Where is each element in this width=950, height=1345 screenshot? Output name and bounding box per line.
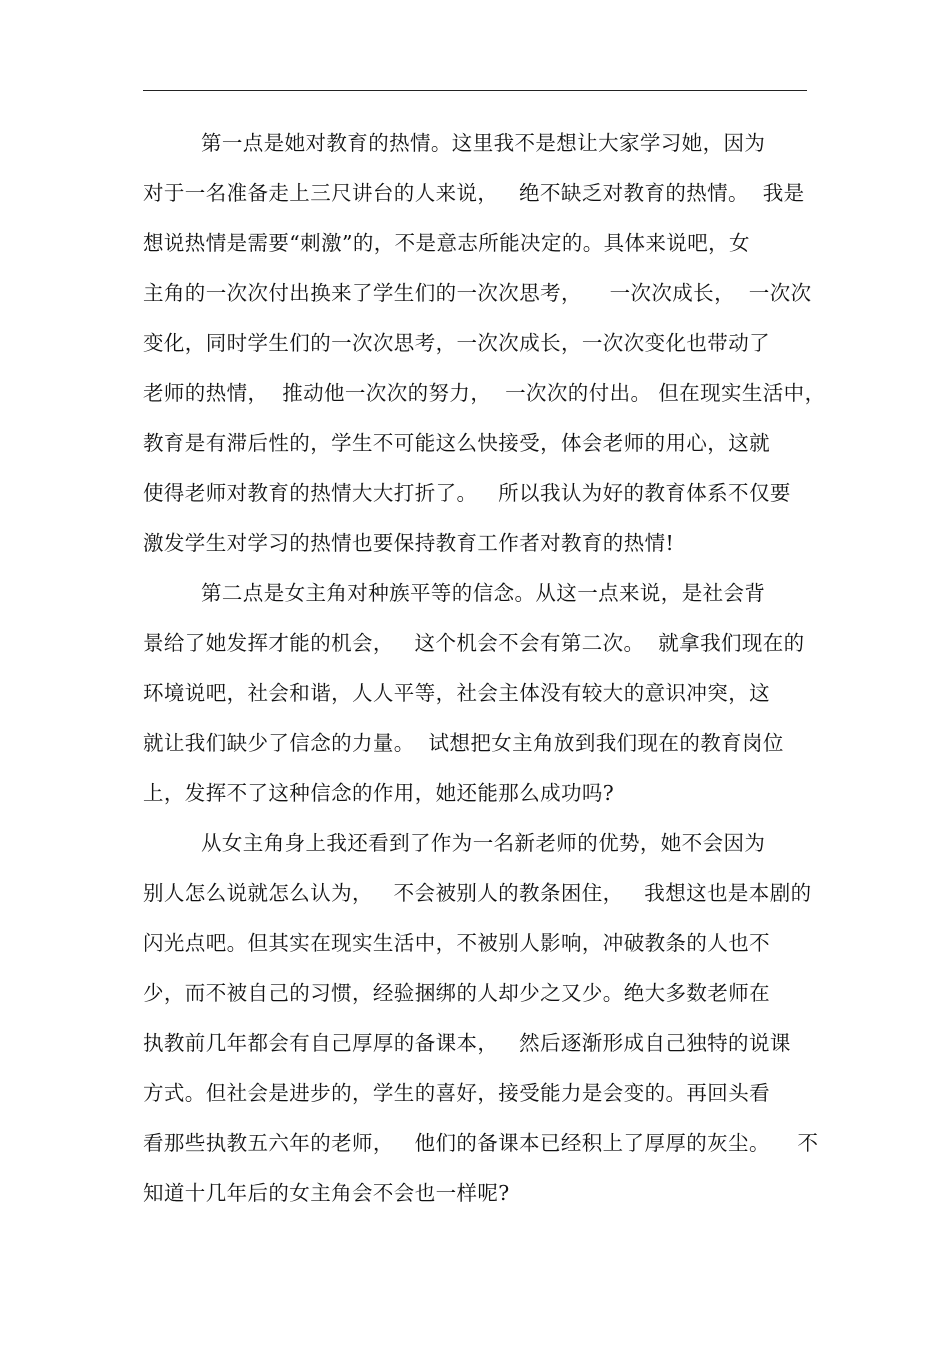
text-line: 教育是有滞后性的，学生不可能这么快接受，体会老师的用心，这就 [143, 431, 770, 455]
text-line: 执教前几年都会有自己厚厚的备课本， 然后逐渐形成自己独特的说课 [143, 1031, 791, 1055]
text-line: 第二点是女主角对种族平等的信念。从这一点来说，是社会背 [201, 581, 766, 605]
text-line: 想说热情是需要“刺激”的，不是意志所能决定的。具体来说吧，女 [143, 231, 750, 255]
text-line: 知道十几年后的女主角会不会也一样呢? [143, 1181, 510, 1205]
text-line: 老师的热情， 推动他一次次的努力， 一次次的付出。 但在现实生活中， [143, 381, 826, 405]
text-line: 变化，同时学生们的一次次思考，一次次成长，一次次变化也带动了 [143, 331, 770, 355]
document-body [143, 118, 826, 1218]
text-line: 上，发挥不了这种信念的作用，她还能那么成功吗? [143, 781, 615, 805]
text-line: 从女主角身上我还看到了作为一名新老师的优势，她不会因为 [201, 831, 766, 855]
text-line: 第一点是她对教育的热情。这里我不是想让大家学习她，因为 [201, 131, 766, 155]
text-line: 别人怎么说就怎么认为， 不会被别人的教条困住， 我想这也是本剧的 [143, 881, 812, 905]
text-line: 环境说吧，社会和谐，人人平等，社会主体没有较大的意识冲突，这 [143, 681, 770, 705]
text-line: 少，而不被自己的习惯，经验捆绑的人却少之又少。绝大多数老师在 [143, 981, 770, 1005]
text-line: 方式。但社会是进步的，学生的喜好，接受能力是会变的。再回头看 [143, 1081, 770, 1105]
header-rule [143, 90, 807, 91]
text-line: 使得老师对教育的热情大大打折了。 所以我认为好的教育体系不仅要 [143, 481, 791, 505]
text-line: 对于一名准备走上三尺讲台的人来说， 绝不缺乏对教育的热情。 我是 [143, 181, 805, 205]
paragraph-1 [143, 118, 826, 568]
text-line: 看那些执教五六年的老师， 他们的备课本已经积上了厚厚的灰尘。 不 [143, 1131, 819, 1155]
text-line: 闪光点吧。但其实在现实生活中，不被别人影响，冲破教条的人也不 [143, 931, 770, 955]
text-line: 就让我们缺少了信念的力量。 试想把女主角放到我们现在的教育岗位 [143, 731, 784, 755]
text-line: 激发学生对学习的热情也要保持教育工作者对教育的热情! [143, 531, 675, 555]
paragraph-2 [143, 568, 807, 818]
paragraph-3 [143, 818, 819, 1218]
text-line: 主角的一次次付出换来了学生们的一次次思考， 一次次成长， 一次次 [143, 281, 812, 305]
text-line: 景给了她发挥才能的机会， 这个机会不会有第二次。 就拿我们现在的 [143, 631, 805, 655]
